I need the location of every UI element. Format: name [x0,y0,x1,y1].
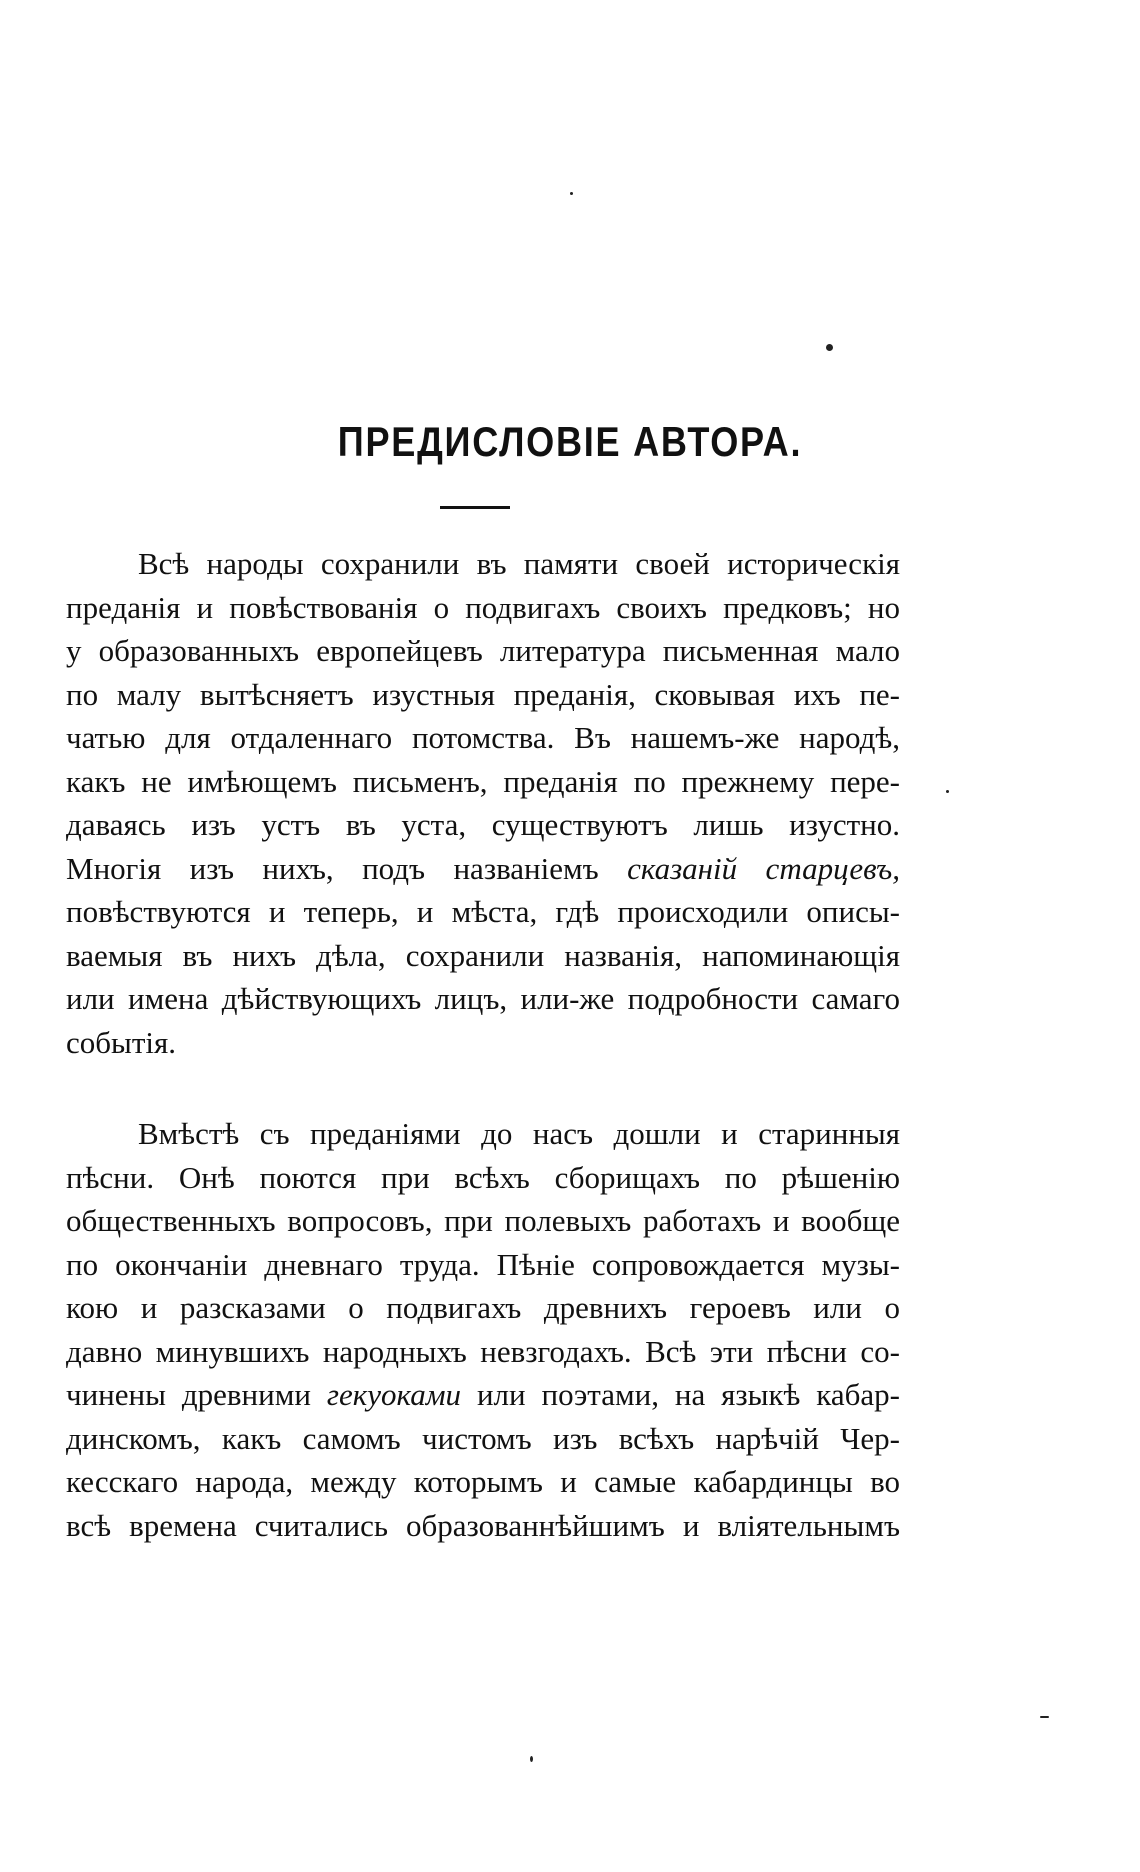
text-line: какъ не имѣющемъ письменъ, преданія по прежнему пере- [66,763,900,799]
text-line: пѣсни. Онѣ поются при всѣхъ сборищахъ по рѣшенію [66,1159,900,1195]
print-speck [946,790,949,793]
text-line: преданія и повѣствованія о подвигахъ своихъ предковъ; но [66,589,900,625]
paragraph-2 [66,1112,900,1547]
text-line: динскомъ, какъ самомъ чистомъ изъ всѣхъ нарѣчій Чер- [66,1420,900,1456]
text-line: всѣ времена считались образованнѣйшимъ и вліятельнымъ [66,1507,900,1543]
print-speck [826,344,833,351]
text-line: чатью для отдаленнаго потомства. Въ нашемъ-же народѣ, [66,720,900,755]
print-speck [530,1756,533,1762]
paragraph-1 [66,542,900,1064]
title-divider [440,506,510,509]
text-line: у образованныхъ европейцевъ литература письменная мало [66,633,900,668]
text-line: Всѣ народы сохранили въ памяти своей историческія [138,546,900,581]
page-title: ПРЕДИСЛОВІЕ АВТОРА. [337,418,803,465]
text-line: ваемыя въ нихъ дѣла, сохранили названія, напоминающія [66,937,900,973]
emphasis-text: сказаній старцевъ, [627,850,901,886]
print-speck [570,192,573,195]
text-line: кою и разсказами о подвигахъ древнихъ героевъ или о [66,1290,900,1325]
text-line: по малу вытѣсняетъ изустныя преданія, сковывая ихъ пе- [66,676,900,712]
text-line: Многія изъ нихъ, подъ названіемъ сказаній старцевъ, [66,850,901,886]
emphasis-text: гекуоками [326,1377,462,1412]
text-line: даваясь изъ устъ въ уста, существуютъ лишь изустно. [66,807,900,842]
text-line: общественныхъ вопросовъ, при полевыхъ работахъ и вообще [66,1203,900,1238]
text-line: давно минувшихъ народныхъ невзгодахъ. Всѣ эти пѣсни со- [66,1333,900,1369]
text-line: или имена дѣйствующихъ лицъ, или-же подробности самаго [66,981,900,1016]
text-line: чинены древними гекуоками или поэтами, на языкѣ кабар- [66,1377,901,1412]
text-line: повѣствуются и теперь, и мѣста, гдѣ происходили описы- [66,894,900,929]
text-line: событія. [66,1024,177,1060]
text-line: по окончаніи дневнаго труда. Пѣніе сопровождается музы- [66,1246,900,1282]
text-line: кесскаго народа, между которымъ и самые кабардинцы во [66,1464,900,1499]
text-line: Вмѣстѣ съ преданіями до насъ дошли и старинныя [138,1116,900,1151]
print-speck [1040,1716,1049,1718]
